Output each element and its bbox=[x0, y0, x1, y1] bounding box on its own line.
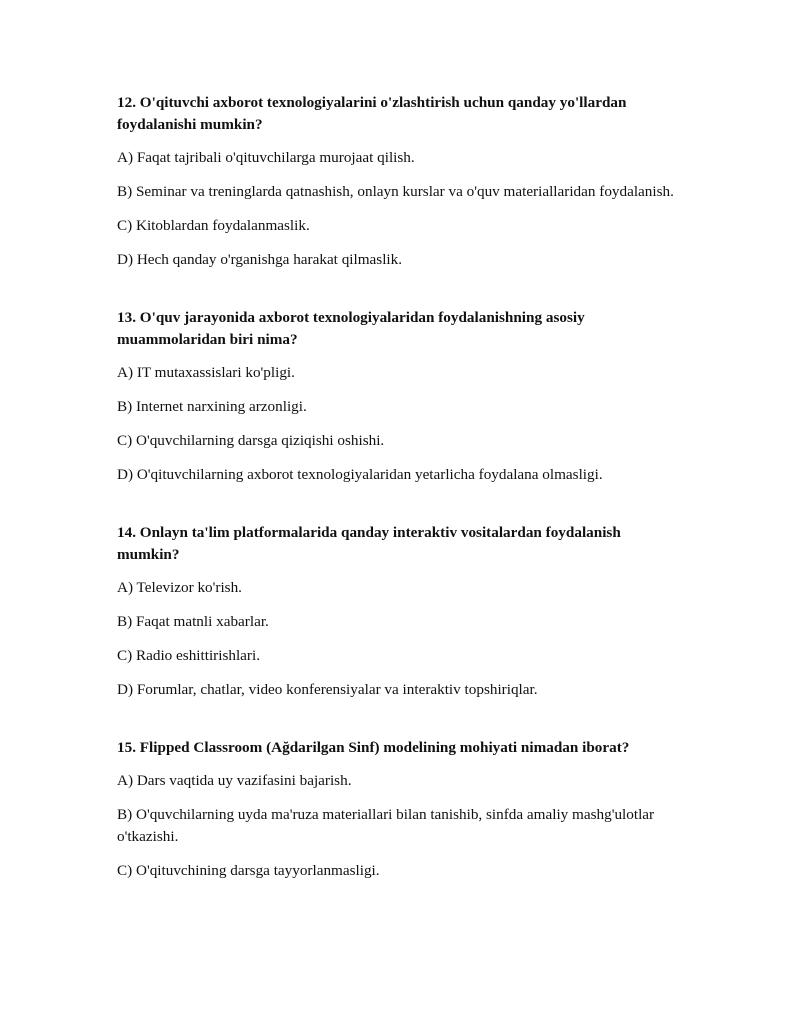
document-content bbox=[117, 92, 687, 918]
question-text: 13. O'quv jarayonida axborot texnologiyalaridan foydalanishning asosiy muammolaridan biri nima? bbox=[117, 309, 585, 348]
question-14 bbox=[117, 522, 687, 701]
option-d: D) Forumlar, chatlar, video konferensiyalar va interaktiv topshiriqlar. bbox=[117, 681, 538, 698]
question-text: 12. O'qituvchi axborot texnologiyalarini o'zlashtirish uchun qanday yo'llardan foydalanishi mumkin? bbox=[117, 94, 627, 133]
option-b: B) O'quvchilarning uyda ma'ruza materiallari bilan tanishib, sinfda amaliy mashg'ulotlar o'tkazishi. bbox=[117, 806, 655, 845]
question-12 bbox=[117, 92, 687, 271]
option-b: B) Seminar va treninglarda qatnashish, onlayn kurslar va o'quv materiallaridan foydalanish. bbox=[117, 183, 674, 200]
question-text: 15. Flipped Classroom (Ağdarilgan Sinf) modelining mohiyati nimadan iborat? bbox=[117, 739, 630, 756]
option-a: A) Televizor ko'rish. bbox=[117, 579, 242, 596]
option-b: B) Internet narxining arzonligi. bbox=[117, 398, 307, 415]
option-c: C) Kitoblardan foydalanmaslik. bbox=[117, 217, 310, 234]
question-15 bbox=[117, 737, 687, 882]
option-c: C) O'qituvchining darsga tayyorlanmasligi. bbox=[117, 862, 380, 879]
option-c: C) O'quvchilarning darsga qiziqishi oshishi. bbox=[117, 432, 385, 449]
option-c: C) Radio eshittirishlari. bbox=[117, 647, 260, 664]
question-13 bbox=[117, 307, 687, 486]
option-b: B) Faqat matnli xabarlar. bbox=[117, 613, 269, 630]
option-d: D) Hech qanday o'rganishga harakat qilmaslik. bbox=[117, 251, 403, 268]
option-d: D) O'qituvchilarning axborot texnologiyalaridan yetarlicha foydalana olmasligi. bbox=[117, 466, 603, 483]
option-a: A) Faqat tajribali o'qituvchilarga murojaat qilish. bbox=[117, 149, 415, 166]
question-text: 14. Onlayn ta'lim platformalarida qanday interaktiv vositalardan foydalanish mumkin? bbox=[117, 524, 621, 563]
option-a: A) Dars vaqtida uy vazifasini bajarish. bbox=[117, 772, 352, 789]
option-a: A) IT mutaxassislari ko'pligi. bbox=[117, 364, 295, 381]
